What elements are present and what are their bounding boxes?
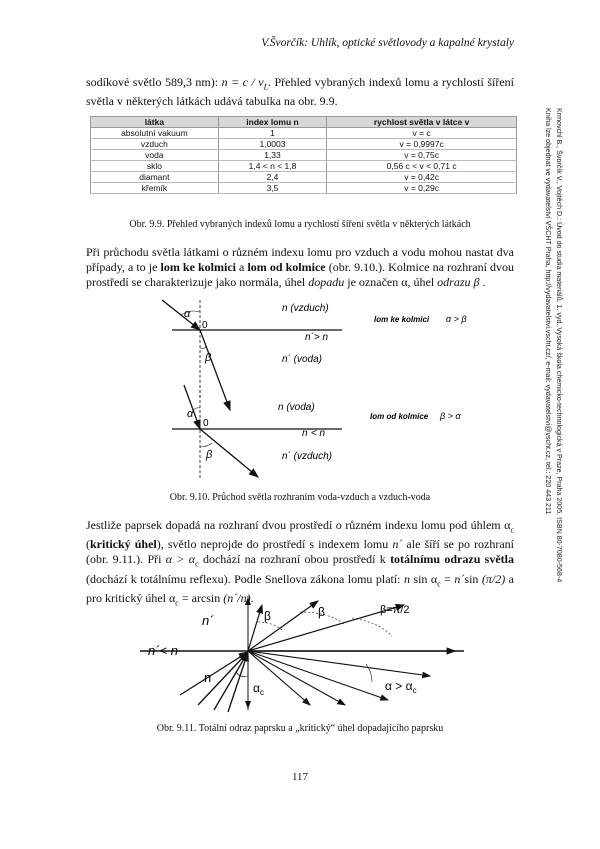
intro-paragraph: sodíkové světlo 589,3 nm): $n = c / v_L$. Přehled vybraných indexů lomu a rychlostí šíření světla v některých látkách udává tabulka na obr. 9.9. (86, 75, 514, 109)
table-cell: v = 0,75c (327, 150, 517, 161)
fig11-beta-pi: β=π/2 (380, 604, 410, 616)
fig10-top-alpha: α (184, 308, 191, 320)
fig10-bottom-alpha: α (187, 408, 194, 420)
table-cell: absolutní vakuum (91, 128, 219, 139)
table-cell: v = c (327, 128, 517, 139)
fig10-top-compare: n´> n (305, 332, 329, 343)
table-cell: vzduch (91, 139, 219, 150)
fig10-bottom-compare: n´< n (302, 428, 326, 439)
paragraph-total-reflection: Jestliže paprsek dopadá na rozhraní dvou prostředí o různém indexu lomu pod úhlem $\alpha_c$ (kritický úhel), světlo neprojde do prostředí s indexem lomu n´ ale šíří se po rozhraní (obr. 9.11.). Při $\alpha > \alpha_c$ dochází na rozhraní obou prostředí k totálnímu odrazu světla (dochází k totálnímu reflexu). Podle Snellova zákona lomu platí: n $\sin \alpha_c$ = n´sin (π/2) a pro kritický úhel $\alpha_c = \arcsin$ (n´/n). (86, 518, 515, 608)
side-citation-line-1: Krmovchl B., Švorčík V., Vojtěch D.: Úvod do studia materiálů. 1. vyd. Vysoká škola chemicko-technologická v Praze, Praha 2005. ISBN 80-7080-568-4 (555, 108, 563, 583)
figure-9-10-caption: Obr. 9.10. Průchod světla rozhraním voda-vzduch a vzduch-voda (169, 492, 431, 503)
table-header: index lomu n (218, 117, 326, 128)
fig10-top-relation: α > β (446, 314, 467, 324)
table-cell: voda (91, 150, 219, 161)
fig10-top-medium1: n (vzduch) (282, 303, 329, 314)
table-cell: 0,56 c < v < 0,71 c (327, 161, 517, 172)
page-number: 117 (291, 771, 309, 783)
table-cell: v = 0,29c (327, 183, 517, 194)
fig10-bottom-zero: 0 (203, 418, 209, 429)
table-header: látka (91, 117, 219, 128)
table-cell: sklo (91, 161, 219, 172)
fig10-top-beta: β (205, 352, 212, 364)
fig10-bottom-beta: β (206, 449, 213, 461)
fig10-bottom-relation: β > α (440, 411, 461, 421)
table-cell: 1 (218, 128, 326, 139)
fig10-bottom-label: lom od kolmice (370, 412, 429, 421)
fig11-beta-1: β (264, 609, 271, 623)
side-citation-line-2: Kniha lze objednat ve vydavatelství VŠCHT Praha, http://vydavatelstvi.vscht.cz/, e-mail: vydavatelstvi@vscht.cz, tel.: 220 443 211 (544, 108, 552, 515)
fig11-beta-2: β (318, 605, 325, 619)
fig11-alpha-c: $\alpha_c$ (253, 681, 264, 697)
fig11-n-prime: n´ (202, 613, 214, 628)
table-cell: diamant (91, 172, 219, 183)
fig10-top-zero: 0 (202, 320, 208, 331)
running-header: V.Švorčík: Uhlík, optické světlovody a kapalné krystaly (261, 37, 514, 49)
fig10-bottom-medium1: n (voda) (278, 402, 315, 413)
paragraph-refraction: Při průchodu světla látkami o různém indexu lomu pro vzduch a vodu mohou nastat dva případy, a to je lom ke kolmici a lom od kolmice (obr. 9.10.). Kolmice na rozhraní dvou prostředí se charakterizuje jako normála, úhel dopadu je označen α, úhel odrazu β . (86, 245, 515, 289)
table-cell: křemík (91, 183, 219, 194)
fig11-relation: $\alpha > \alpha_c$ (385, 679, 417, 695)
table-cell: 1,33 (218, 150, 326, 161)
figure-9-11 (140, 596, 464, 712)
fig11-compare: n´< n (148, 643, 178, 658)
figure-9-9-caption: Obr. 9.9. Přehled vybraných indexů lomu a rychlostí šíření světla v některých látkách (129, 219, 471, 230)
fig10-top-label: lom ke kolmici (374, 315, 430, 324)
table-cell: 1,0003 (218, 139, 326, 150)
fig11-n: n (204, 670, 212, 685)
fig10-top-medium2: n´ (voda) (282, 354, 323, 365)
table-cell: 3,5 (218, 183, 326, 194)
fig10-bottom-medium2: n´ (vzduch) (282, 451, 333, 462)
table-cell: v = 0,42c (327, 172, 517, 183)
figure-9-11-caption: Obr. 9.11. Totální odraz paprsku a „kritický“ úhel dopadajícího paprsku (156, 723, 444, 734)
table-cell: 1,4 < n < 1,8 (218, 161, 326, 172)
table-cell: 2,4 (218, 172, 326, 183)
table-cell: v = 0,9997c (327, 139, 517, 150)
table-header: rychlost světla v látce v (327, 117, 517, 128)
